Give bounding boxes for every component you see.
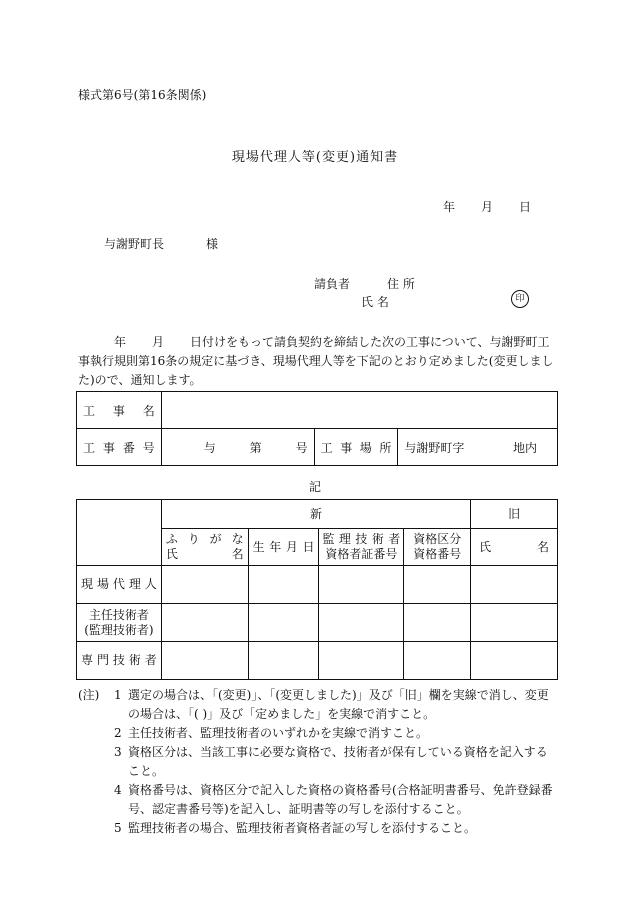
form-number: 様式第6号(第16条関係): [78, 88, 207, 102]
cell: [319, 604, 404, 642]
staff-col-furigana-name: [161, 529, 248, 566]
col-birthdate: 生年月日: [248, 529, 319, 566]
cell: [161, 604, 248, 642]
work-number-go: 号: [295, 440, 308, 455]
document-title: 現場代理人等(変更)通知書: [231, 150, 399, 165]
cell: [404, 566, 471, 604]
date-day: 日: [519, 200, 532, 214]
note-item: [78, 724, 558, 743]
note-text: 資格番号は、資格区分で記入した資格の資格番号(合格証明書番号、免許登録番号、認定書番号等)を記入し、証明書等の写しを添付すること。: [128, 783, 553, 816]
cell: [319, 642, 404, 680]
col-old-name: 氏名: [471, 529, 558, 566]
addressee-honorific: 様: [206, 237, 219, 251]
col-cert-number: [319, 529, 404, 566]
note-item: [78, 743, 558, 781]
row-label-chief-sub: (監理技術者): [84, 622, 154, 637]
staff-old-header: 旧: [471, 500, 558, 529]
row-label-chief-main: 主任技術者: [88, 607, 149, 622]
date-row: [443, 198, 531, 215]
cell: [404, 604, 471, 642]
col-qual-line1: 資格区分: [413, 532, 462, 546]
contractor-label: 請負者: [314, 277, 351, 291]
seal-icon: 印: [511, 290, 529, 308]
body-text: 日付けをもって請負契約を締結した次の工事について、与謝野町工事執行規則第16条の規定に基づき、現場代理人等を下記のとおり定めました(変更しました)ので、通知します。: [78, 335, 554, 387]
ki-mark: 記: [308, 480, 321, 494]
work-info-table: [76, 391, 558, 466]
note-text: 資格区分は、当該工事に必要な資格で、技術者が保有している資格を記入すること。: [128, 745, 548, 778]
work-location-suffix: 地内: [512, 440, 537, 455]
col-cert-line2: 資格者証番号: [325, 547, 398, 561]
body-month: 月: [152, 335, 165, 349]
note-item: [78, 686, 558, 724]
work-number-value: [161, 429, 314, 466]
cell: [404, 642, 471, 680]
col-qualification: [404, 529, 471, 566]
col-furigana: ふりがな: [165, 532, 244, 546]
note-number: 1: [114, 688, 122, 702]
body-year: 年: [114, 335, 127, 349]
work-location-label: 工事場所: [314, 429, 398, 466]
date-month: 月: [481, 200, 494, 214]
note-text: 主任技術者、監理技術者のいずれかを実線で消すこと。: [128, 726, 429, 740]
table-row: [77, 604, 558, 642]
note-text: 監理技術者の場合、監理技術者資格者証の写しを添付すること。: [128, 821, 477, 835]
work-name-label: 工事名: [77, 392, 162, 429]
note-number: 2: [114, 726, 122, 740]
work-number-prefix: 与: [203, 440, 216, 455]
body-paragraph: [78, 333, 558, 390]
work-location-town: 与謝野町字: [404, 440, 465, 455]
note-number: 5: [114, 821, 122, 835]
cell: [161, 566, 248, 604]
note-item: [78, 781, 558, 819]
cell: [248, 642, 319, 680]
note-item: [78, 819, 558, 838]
row-label-chief-engineer: [77, 604, 162, 642]
note-text: 選定の場合は、「(変更)」、「(変更しました)」及び「旧」欄を実線で消し、変更の場合は、「( )」及び「定めました」を実線で消すこと。: [128, 688, 549, 721]
work-number-label: 工事番号: [77, 429, 162, 466]
work-number-dai: 第: [249, 440, 262, 455]
note-number: 4: [114, 783, 122, 797]
cell: [248, 604, 319, 642]
staff-table: [76, 499, 558, 680]
contractor-name-label: 氏 名: [361, 295, 389, 309]
cell: [161, 642, 248, 680]
table-row: [77, 566, 558, 604]
row-label-specialist: 専門技術者: [77, 642, 162, 680]
work-name-value: [161, 392, 557, 429]
cell: [471, 566, 558, 604]
col-cert-line1: 監理技術者: [322, 532, 401, 546]
contractor-address-label: 住 所: [387, 277, 415, 291]
row-label-site-agent: 現場代理人: [77, 566, 162, 604]
addressee-name: 与謝野町長: [104, 237, 165, 251]
notes-section: [78, 686, 558, 838]
notes-prefix: (注): [78, 688, 100, 702]
staff-new-header: 新: [161, 500, 470, 529]
cell: [248, 566, 319, 604]
date-year: 年: [443, 200, 456, 214]
cell: [319, 566, 404, 604]
col-qual-line2: 資格番号: [413, 547, 462, 561]
work-location-value: [398, 429, 558, 466]
cell: [471, 604, 558, 642]
addressee: [104, 235, 218, 252]
staff-corner-cell: [77, 500, 162, 566]
table-row: [77, 642, 558, 680]
note-number: 3: [114, 745, 122, 759]
cell: [471, 642, 558, 680]
col-name: 氏名: [165, 547, 244, 561]
